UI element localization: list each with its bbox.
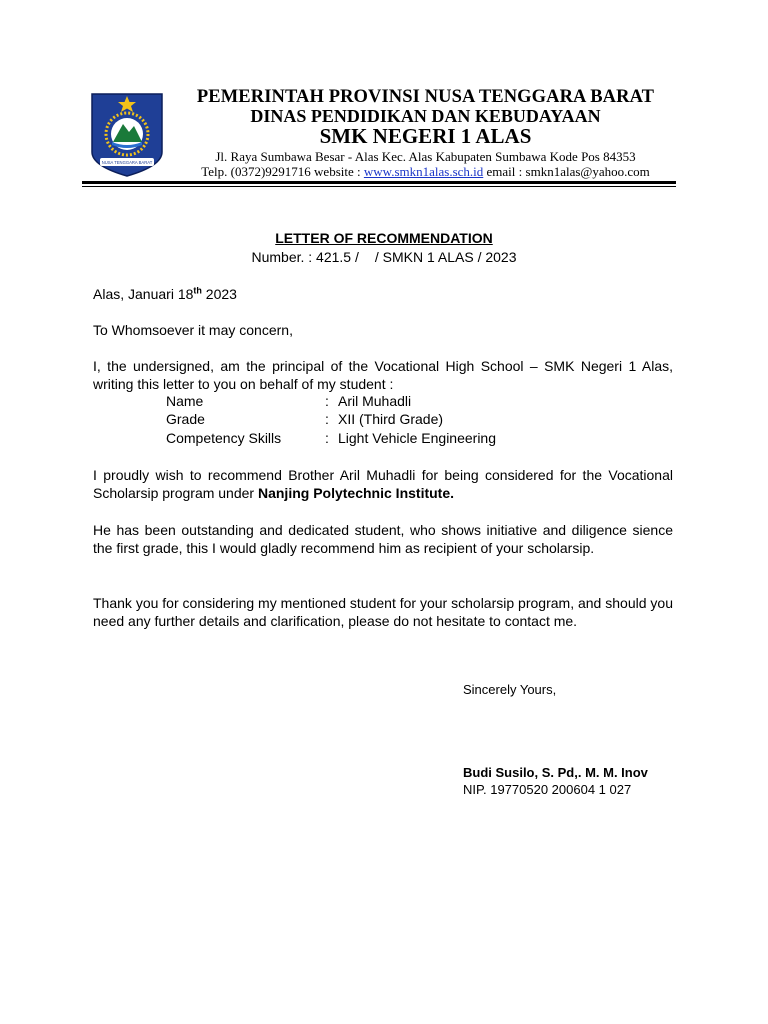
school-contact (177, 165, 674, 178)
intro-paragraph: I, the undersigned, am the principal of the Vocational High School – SMK Negeri 1 Alas, writing this letter to you on behalf of my student : (93, 358, 673, 393)
svg-text:NUSA TENGGARA BARAT: NUSA TENGGARA BARAT (101, 160, 153, 165)
letterhead-text (177, 88, 674, 178)
thanks-paragraph: Thank you for considering my mentioned student for your scholarsip program, and should you need any further details and clarification, please do not hesitate to contact me. (93, 595, 673, 630)
salutation: To Whomsoever it may concern, (93, 322, 293, 338)
signer-name: Budi Susilo, S. Pd,. M. M. Inov (463, 765, 648, 780)
header-divider-thin (82, 186, 676, 187)
letter-number-right: / SMKN 1 ALAS / 2023 (374, 249, 517, 265)
letterhead (82, 86, 676, 178)
recommendation-paragraph: I proudly wish to recommend Brother Aril Muhadli for being considered for the Vocational Scholarsip program under Nanjing Polytechnic Institute. (93, 467, 673, 502)
date-ordinal: th (193, 285, 202, 296)
letter-number-left: Number. : 421.5 / (251, 249, 359, 265)
letter-number (0, 249, 768, 265)
letter-title: LETTER OF RECOMMENDATION (275, 230, 493, 246)
school-name: SMK NEGERI 1 ALAS (319, 123, 532, 148)
telephone-text: Telp. (0372)9291716 website : (201, 163, 364, 179)
email-text: email : smkn1alas@yahoo.com (483, 163, 650, 179)
institute-name: Nanjing Polytechnic Institute. (257, 485, 455, 502)
qualities-paragraph: He has been outstanding and dedicated student, who shows initiative and diligence sience the first grade, this I would gladly recommend him as recipient of your scholarsip. (93, 522, 673, 557)
ntb-province-seal-icon (88, 90, 166, 178)
letter-date: Alas, Januari 18th 2023 (93, 285, 237, 302)
department-name: DINAS PENDIDIKAN DAN KEBUDAYAAN (250, 105, 601, 126)
header-divider-thick (82, 181, 676, 184)
website-link[interactable]: www.smkn1alas.sch.id (363, 163, 484, 179)
school-address: Jl. Raya Sumbawa Besar - Alas Kec. Alas Kabupaten Sumbawa Kode Pos 84353 (215, 148, 636, 164)
closing: Sincerely Yours, (463, 682, 557, 697)
province-name: PEMERINTAH PROVINSI NUSA TENGGARA BARAT (196, 87, 655, 107)
signer-nip: NIP. 19770520 200604 1 027 (463, 782, 632, 797)
